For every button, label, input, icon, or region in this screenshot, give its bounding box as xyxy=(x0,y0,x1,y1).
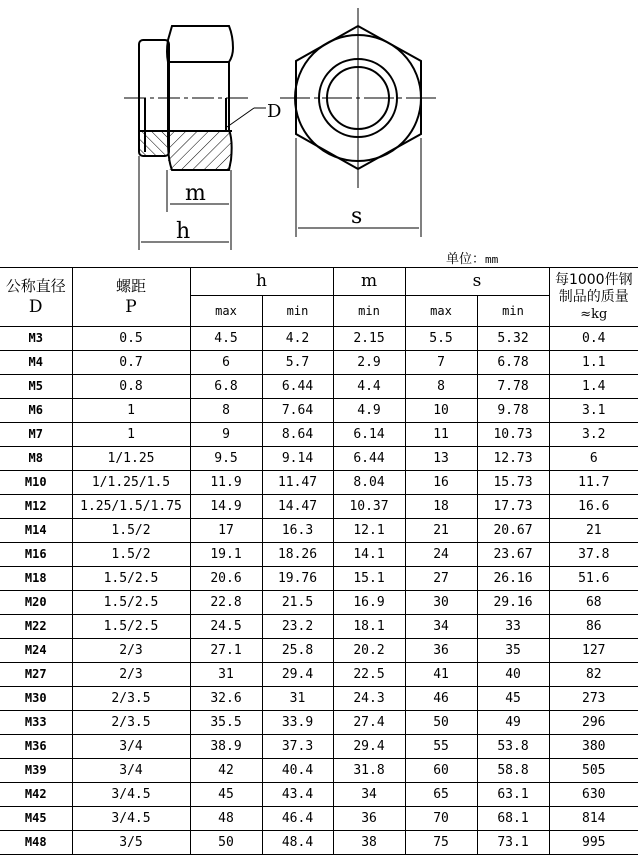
header-h: h xyxy=(190,268,333,296)
table-cell: 70 xyxy=(405,807,477,831)
header-mass: 每1000件钢 制品的质量 ≈kg xyxy=(549,268,638,327)
table-cell: 23.2 xyxy=(262,615,333,639)
table-cell: 9.14 xyxy=(262,447,333,471)
table-cell: 20.67 xyxy=(477,519,549,543)
table-row xyxy=(0,759,638,783)
table-cell: 27.4 xyxy=(333,711,405,735)
table-row xyxy=(0,663,638,687)
table-cell: 33 xyxy=(477,615,549,639)
table-cell: 0.8 xyxy=(72,375,190,399)
table-cell: 505 xyxy=(549,759,638,783)
table-cell: 6 xyxy=(549,447,638,471)
table-cell: 38 xyxy=(333,831,405,855)
table-cell: 6.44 xyxy=(333,447,405,471)
table-cell: 82 xyxy=(549,663,638,687)
cell-diameter: M18 xyxy=(0,567,72,591)
header-pitch: 螺距 P xyxy=(72,268,190,327)
table-cell: 31 xyxy=(262,687,333,711)
table-cell: 50 xyxy=(405,711,477,735)
table-cell: 6 xyxy=(190,351,262,375)
table-cell: 24 xyxy=(405,543,477,567)
table-cell: 45 xyxy=(477,687,549,711)
table-cell: 13 xyxy=(405,447,477,471)
cell-diameter: M45 xyxy=(0,807,72,831)
table-cell: 25.8 xyxy=(262,639,333,663)
table-cell: 4.5 xyxy=(190,327,262,351)
table-cell: 14.1 xyxy=(333,543,405,567)
table-cell: 18.1 xyxy=(333,615,405,639)
table-cell: 995 xyxy=(549,831,638,855)
table-cell: 3.1 xyxy=(549,399,638,423)
table-cell: 24.3 xyxy=(333,687,405,711)
table-cell: 60 xyxy=(405,759,477,783)
table-cell: 19.76 xyxy=(262,567,333,591)
table-cell: 630 xyxy=(549,783,638,807)
table-cell: 0.5 xyxy=(72,327,190,351)
table-cell: 46 xyxy=(405,687,477,711)
cell-diameter: M33 xyxy=(0,711,72,735)
unit-label: 单位：mm xyxy=(446,252,499,267)
table-cell: 2/3 xyxy=(72,639,190,663)
cell-diameter: M30 xyxy=(0,687,72,711)
table-cell: 51.6 xyxy=(549,567,638,591)
cell-diameter: M12 xyxy=(0,495,72,519)
header-h-min: min xyxy=(262,296,333,327)
table-cell: 46.4 xyxy=(262,807,333,831)
label-h: h xyxy=(176,219,191,244)
table-cell: 6.78 xyxy=(477,351,549,375)
table-cell: 9 xyxy=(190,423,262,447)
table-cell: 24.5 xyxy=(190,615,262,639)
table-cell: 16.6 xyxy=(549,495,638,519)
table-row xyxy=(0,375,638,399)
table-cell: 11 xyxy=(405,423,477,447)
table-cell: 0.7 xyxy=(72,351,190,375)
table-cell: 127 xyxy=(549,639,638,663)
table-cell: 5.7 xyxy=(262,351,333,375)
table-cell: 31 xyxy=(190,663,262,687)
cell-diameter: M16 xyxy=(0,543,72,567)
table-cell: 8 xyxy=(405,375,477,399)
table-cell: 7 xyxy=(405,351,477,375)
table-cell: 35.5 xyxy=(190,711,262,735)
table-cell: 1/1.25/1.5 xyxy=(72,471,190,495)
table-cell: 2/3.5 xyxy=(72,687,190,711)
table-row xyxy=(0,351,638,375)
table-row xyxy=(0,447,638,471)
cell-diameter: M20 xyxy=(0,591,72,615)
table-cell: 3/4.5 xyxy=(72,783,190,807)
table-cell: 12.1 xyxy=(333,519,405,543)
table-cell: 58.8 xyxy=(477,759,549,783)
table-cell: 27.1 xyxy=(190,639,262,663)
header-nominal-diameter: 公称直径 D xyxy=(0,268,72,327)
table-cell: 11.9 xyxy=(190,471,262,495)
table-cell: 32.6 xyxy=(190,687,262,711)
table-cell: 19.1 xyxy=(190,543,262,567)
cell-diameter: M24 xyxy=(0,639,72,663)
cell-diameter: M6 xyxy=(0,399,72,423)
header-s-max: max xyxy=(405,296,477,327)
table-cell: 40.4 xyxy=(262,759,333,783)
table-cell: 41 xyxy=(405,663,477,687)
table-row xyxy=(0,591,638,615)
cell-diameter: M22 xyxy=(0,615,72,639)
table-cell: 6.8 xyxy=(190,375,262,399)
label-d: D xyxy=(267,101,282,122)
table-cell: 68 xyxy=(549,591,638,615)
table-cell: 4.9 xyxy=(333,399,405,423)
table-cell: 9.78 xyxy=(477,399,549,423)
table-cell: 49 xyxy=(477,711,549,735)
table-cell: 34 xyxy=(333,783,405,807)
table-cell: 20.6 xyxy=(190,567,262,591)
table-cell: 48.4 xyxy=(262,831,333,855)
table-cell: 17 xyxy=(190,519,262,543)
table-cell: 48 xyxy=(190,807,262,831)
table-cell: 1 xyxy=(72,423,190,447)
table-cell: 35 xyxy=(477,639,549,663)
table-cell: 1.1 xyxy=(549,351,638,375)
table-cell: 29.4 xyxy=(262,663,333,687)
table-cell: 8.64 xyxy=(262,423,333,447)
table-cell: 73.1 xyxy=(477,831,549,855)
dimension-table xyxy=(0,267,638,855)
table-row xyxy=(0,567,638,591)
cell-diameter: M10 xyxy=(0,471,72,495)
table-cell: 1.5/2 xyxy=(72,543,190,567)
cell-diameter: M5 xyxy=(0,375,72,399)
table-cell: 814 xyxy=(549,807,638,831)
table-cell: 7.78 xyxy=(477,375,549,399)
table-row xyxy=(0,495,638,519)
cell-diameter: M8 xyxy=(0,447,72,471)
table-cell: 31.8 xyxy=(333,759,405,783)
table-cell: 5.5 xyxy=(405,327,477,351)
table-row xyxy=(0,687,638,711)
table-cell: 1 xyxy=(72,399,190,423)
table-cell: 26.16 xyxy=(477,567,549,591)
table-cell: 7.64 xyxy=(262,399,333,423)
header-s-min: min xyxy=(477,296,549,327)
header-m: m xyxy=(333,268,405,296)
table-cell: 16.3 xyxy=(262,519,333,543)
cell-diameter: M39 xyxy=(0,759,72,783)
table-cell: 21 xyxy=(549,519,638,543)
table-cell: 8 xyxy=(190,399,262,423)
table-cell: 22.8 xyxy=(190,591,262,615)
table-cell: 18 xyxy=(405,495,477,519)
table-cell: 2/3.5 xyxy=(72,711,190,735)
table-row xyxy=(0,807,638,831)
cell-diameter: M42 xyxy=(0,783,72,807)
table-row xyxy=(0,519,638,543)
table-cell: 11.47 xyxy=(262,471,333,495)
table-cell: 8.04 xyxy=(333,471,405,495)
header-h-max: max xyxy=(190,296,262,327)
table-cell: 55 xyxy=(405,735,477,759)
table-cell: 22.5 xyxy=(333,663,405,687)
cell-diameter: M36 xyxy=(0,735,72,759)
cell-diameter: M3 xyxy=(0,327,72,351)
table-cell: 65 xyxy=(405,783,477,807)
table-cell: 36 xyxy=(405,639,477,663)
table-cell: 23.67 xyxy=(477,543,549,567)
table-row xyxy=(0,711,638,735)
table-cell: 10.73 xyxy=(477,423,549,447)
table-cell: 40 xyxy=(477,663,549,687)
table-row xyxy=(0,831,638,855)
table-row xyxy=(0,615,638,639)
header-m-min: min xyxy=(333,296,405,327)
table-cell: 2.15 xyxy=(333,327,405,351)
table-cell: 3/4 xyxy=(72,759,190,783)
table-cell: 1.4 xyxy=(549,375,638,399)
cell-diameter: M48 xyxy=(0,831,72,855)
nut-technical-drawing xyxy=(0,0,638,262)
table-cell: 1.25/1.5/1.75 xyxy=(72,495,190,519)
table-cell: 10.37 xyxy=(333,495,405,519)
table-cell: 21 xyxy=(405,519,477,543)
label-s: s xyxy=(351,204,363,229)
table-cell: 43.4 xyxy=(262,783,333,807)
table-cell: 1.5/2.5 xyxy=(72,615,190,639)
table-cell: 17.73 xyxy=(477,495,549,519)
cell-diameter: M14 xyxy=(0,519,72,543)
table-cell: 29.4 xyxy=(333,735,405,759)
table-cell: 296 xyxy=(549,711,638,735)
table-cell: 15.73 xyxy=(477,471,549,495)
table-cell: 27 xyxy=(405,567,477,591)
table-cell: 86 xyxy=(549,615,638,639)
table-cell: 42 xyxy=(190,759,262,783)
cell-diameter: M27 xyxy=(0,663,72,687)
table-cell: 3/4 xyxy=(72,735,190,759)
table-row xyxy=(0,327,638,351)
table-cell: 30 xyxy=(405,591,477,615)
table-cell: 10 xyxy=(405,399,477,423)
table-cell: 380 xyxy=(549,735,638,759)
table-cell: 3.2 xyxy=(549,423,638,447)
table-cell: 21.5 xyxy=(262,591,333,615)
table-cell: 15.1 xyxy=(333,567,405,591)
table-cell: 0.4 xyxy=(549,327,638,351)
cell-diameter: M7 xyxy=(0,423,72,447)
table-cell: 3/5 xyxy=(72,831,190,855)
table-cell: 12.73 xyxy=(477,447,549,471)
table-cell: 14.47 xyxy=(262,495,333,519)
table-cell: 9.5 xyxy=(190,447,262,471)
table-cell: 34 xyxy=(405,615,477,639)
table-row xyxy=(0,639,638,663)
table-cell: 18.26 xyxy=(262,543,333,567)
table-cell: 4.2 xyxy=(262,327,333,351)
table-cell: 53.8 xyxy=(477,735,549,759)
table-cell: 6.44 xyxy=(262,375,333,399)
table-cell: 273 xyxy=(549,687,638,711)
table-cell: 16.9 xyxy=(333,591,405,615)
table-row xyxy=(0,783,638,807)
table-row xyxy=(0,399,638,423)
table-cell: 37.3 xyxy=(262,735,333,759)
table-cell: 6.14 xyxy=(333,423,405,447)
table-cell: 1.5/2.5 xyxy=(72,591,190,615)
header-s: s xyxy=(405,268,549,296)
table-cell: 75 xyxy=(405,831,477,855)
table-cell: 1.5/2.5 xyxy=(72,567,190,591)
table-cell: 1/1.25 xyxy=(72,447,190,471)
cell-diameter: M4 xyxy=(0,351,72,375)
table-cell: 16 xyxy=(405,471,477,495)
table-cell: 5.32 xyxy=(477,327,549,351)
table-cell: 38.9 xyxy=(190,735,262,759)
table-cell: 11.7 xyxy=(549,471,638,495)
table-cell: 1.5/2 xyxy=(72,519,190,543)
table-cell: 29.16 xyxy=(477,591,549,615)
table-cell: 3/4.5 xyxy=(72,807,190,831)
table-cell: 20.2 xyxy=(333,639,405,663)
table-cell: 63.1 xyxy=(477,783,549,807)
table-row xyxy=(0,543,638,567)
table-cell: 68.1 xyxy=(477,807,549,831)
table-cell: 37.8 xyxy=(549,543,638,567)
table-row xyxy=(0,423,638,447)
table-cell: 50 xyxy=(190,831,262,855)
label-m: m xyxy=(185,181,206,206)
table-row xyxy=(0,471,638,495)
table-cell: 45 xyxy=(190,783,262,807)
table-cell: 33.9 xyxy=(262,711,333,735)
table-cell: 36 xyxy=(333,807,405,831)
table-cell: 4.4 xyxy=(333,375,405,399)
table-cell: 2.9 xyxy=(333,351,405,375)
table-cell: 14.9 xyxy=(190,495,262,519)
table-row xyxy=(0,735,638,759)
table-cell: 2/3 xyxy=(72,663,190,687)
